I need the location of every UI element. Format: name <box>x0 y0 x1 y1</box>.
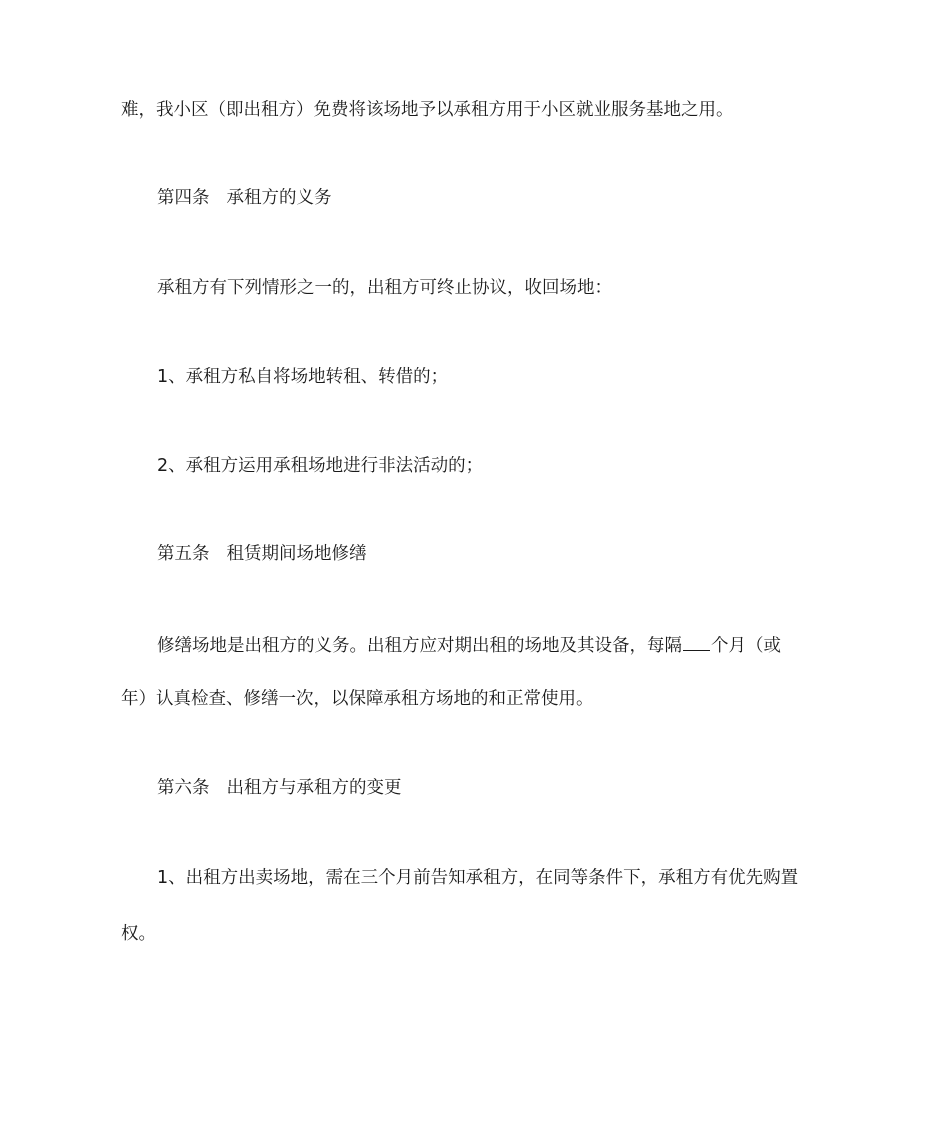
list-item-text: 1、承租方私自将场地转租、转借的； <box>157 367 449 387</box>
paragraph-text: 年）认真检查、修缮一次，以保障承租方场地的和正常使用。 <box>121 689 594 709</box>
paragraph-text: 个月（或 <box>711 636 781 656</box>
paragraph-text: 权。 <box>121 924 156 944</box>
article-number: 第五条 <box>157 544 210 564</box>
list-item <box>157 365 872 389</box>
article-title: 出租方与承租方的变更 <box>226 778 402 798</box>
sale-paragraph-line-1 <box>157 866 833 890</box>
article-4-heading <box>157 186 872 210</box>
repair-paragraph-line-2 <box>121 687 836 711</box>
article-5-heading <box>157 542 872 566</box>
termination-paragraph <box>157 276 872 300</box>
paragraph-text: 1、出租方出卖场地，需在三个月前告知承租方，在同等条件下，承租方有优先购置 <box>157 868 799 888</box>
list-item-text: 2、承租方运用承租场地进行非法活动的； <box>157 456 484 476</box>
list-item <box>157 454 872 478</box>
repair-paragraph-line-1 <box>157 632 833 658</box>
sale-paragraph-line-2 <box>121 922 836 946</box>
article-title: 承租方的义务 <box>226 188 332 208</box>
fill-in-blank[interactable] <box>683 632 710 651</box>
paragraph-text: 难，我小区（即出租方）免费将该场地予以承租方用于小区就业服务基地之用。 <box>121 100 734 120</box>
paragraph-text: 承租方有下列情形之一的，出租方可终止协议，收回场地： <box>157 278 612 298</box>
article-title: 租赁期间场地修缮 <box>226 544 367 564</box>
paragraph-text: 修缮场地是出租方的义务。出租方应对期出租的场地及其设备，每隔 <box>157 636 682 656</box>
article-number: 第四条 <box>157 188 210 208</box>
article-number: 第六条 <box>157 778 210 798</box>
paragraph-continuation <box>121 98 836 122</box>
article-6-heading <box>157 776 872 800</box>
